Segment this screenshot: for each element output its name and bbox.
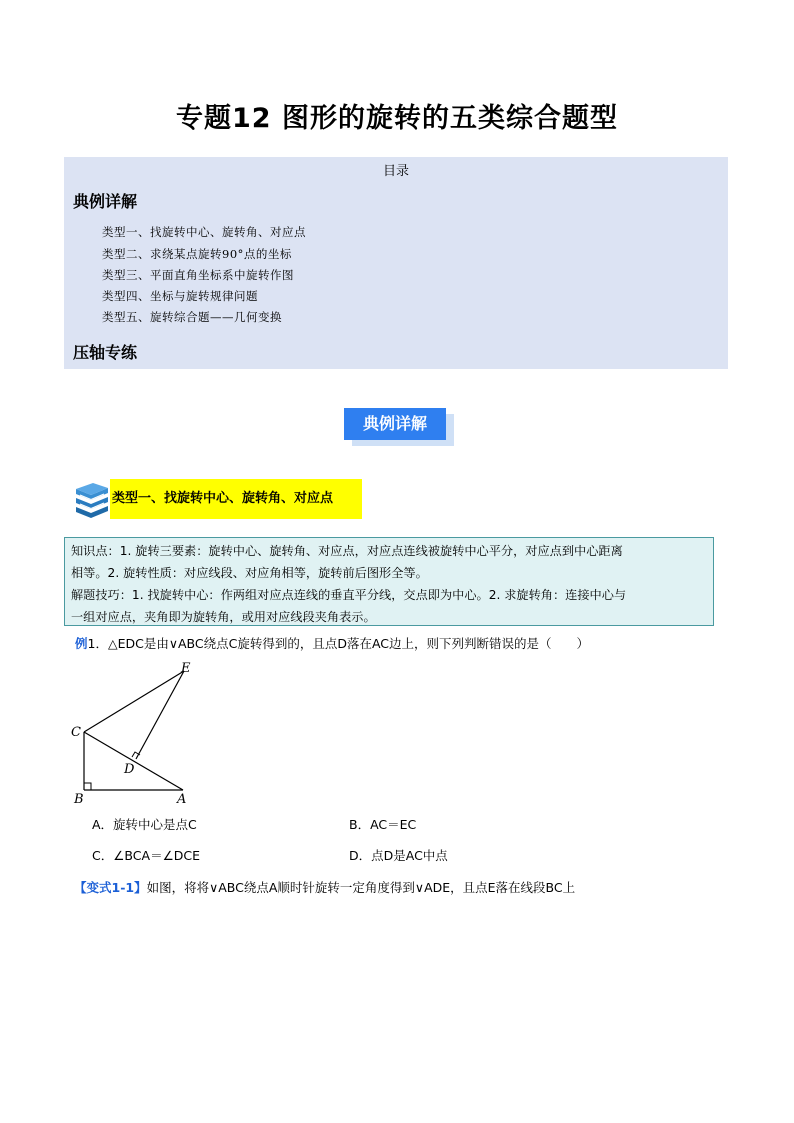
section-banner: [344, 404, 454, 446]
toc-item-type2[interactable]: 类型二、求绕某点旋转90°点的坐标: [102, 247, 292, 261]
variant-text: 如图，将将∨ABC绕点A顺时针旋转一定角度得到∨ADE，且点E落在线段BC上: [146, 880, 576, 895]
right-angle-mark-B: [84, 783, 91, 790]
segment-ED: [136, 671, 184, 759]
knowledge-line-3: 解题技巧：1. 找旋转中心：作两组对应点连线的垂直平分线，交点即为中心。2. 求旋转角：连接中心与: [71, 588, 627, 602]
toc-item-type4[interactable]: 类型四、坐标与旋转规律问题: [102, 289, 258, 303]
option-a[interactable]: A．旋转中心是点C: [92, 817, 197, 832]
toc-section-examples[interactable]: 典例详解: [73, 192, 138, 211]
example-text: △EDC是由∨ABC绕点C旋转得到的，且点D落在AC边上，则下列判断错误的是（ ）: [107, 636, 590, 651]
example-number: 1．: [87, 636, 108, 651]
option-c[interactable]: C．∠BCA＝∠DCE: [92, 848, 201, 863]
knowledge-box: [64, 537, 714, 626]
label-A: A: [177, 792, 187, 807]
triangle-figure: [64, 660, 214, 810]
knowledge-line-1: 知识点：1. 旋转三要素：旋转中心、旋转角、对应点，对应点连线被旋转中心平分，对应点到中心距离: [71, 544, 623, 558]
type-heading: 类型一、找旋转中心、旋转角、对应点: [110, 479, 362, 519]
option-d[interactable]: D．点D是AC中点: [349, 848, 448, 863]
toc-section-practice[interactable]: 压轴专练: [73, 343, 138, 362]
toc-item-type5[interactable]: 类型五、旋转综合题——几何变换: [102, 310, 282, 324]
example-label: 例: [75, 636, 88, 651]
segment-CA: [84, 732, 183, 790]
knowledge-line-2: 相等。2. 旋转性质：对应线段、对应角相等，旋转前后图形全等。: [71, 566, 428, 580]
books-stack-icon: [74, 482, 110, 518]
label-D: D: [124, 762, 135, 777]
segment-CE: [84, 671, 184, 732]
example-question: [75, 634, 589, 652]
toc-item-type3[interactable]: 类型三、平面直角坐标系中旋转作图: [102, 268, 294, 282]
variant-label: 【变式1-1】: [74, 880, 147, 895]
page-title: 专题12 图形的旋转的五类综合题型: [176, 103, 618, 134]
variant-question: [74, 878, 575, 896]
knowledge-line-4: 一组对应点，夹角即为旋转角，或用对应线段夹角表示。: [71, 610, 376, 624]
table-of-contents: [64, 157, 728, 369]
option-b[interactable]: B．AC＝EC: [349, 817, 417, 832]
toc-item-type1[interactable]: 类型一、找旋转中心、旋转角、对应点: [102, 225, 306, 239]
toc-heading: 目录: [382, 164, 409, 179]
label-C: C: [71, 725, 81, 740]
label-B: B: [74, 792, 84, 807]
label-E: E: [181, 661, 191, 676]
banner-title: 典例详解: [344, 408, 446, 440]
